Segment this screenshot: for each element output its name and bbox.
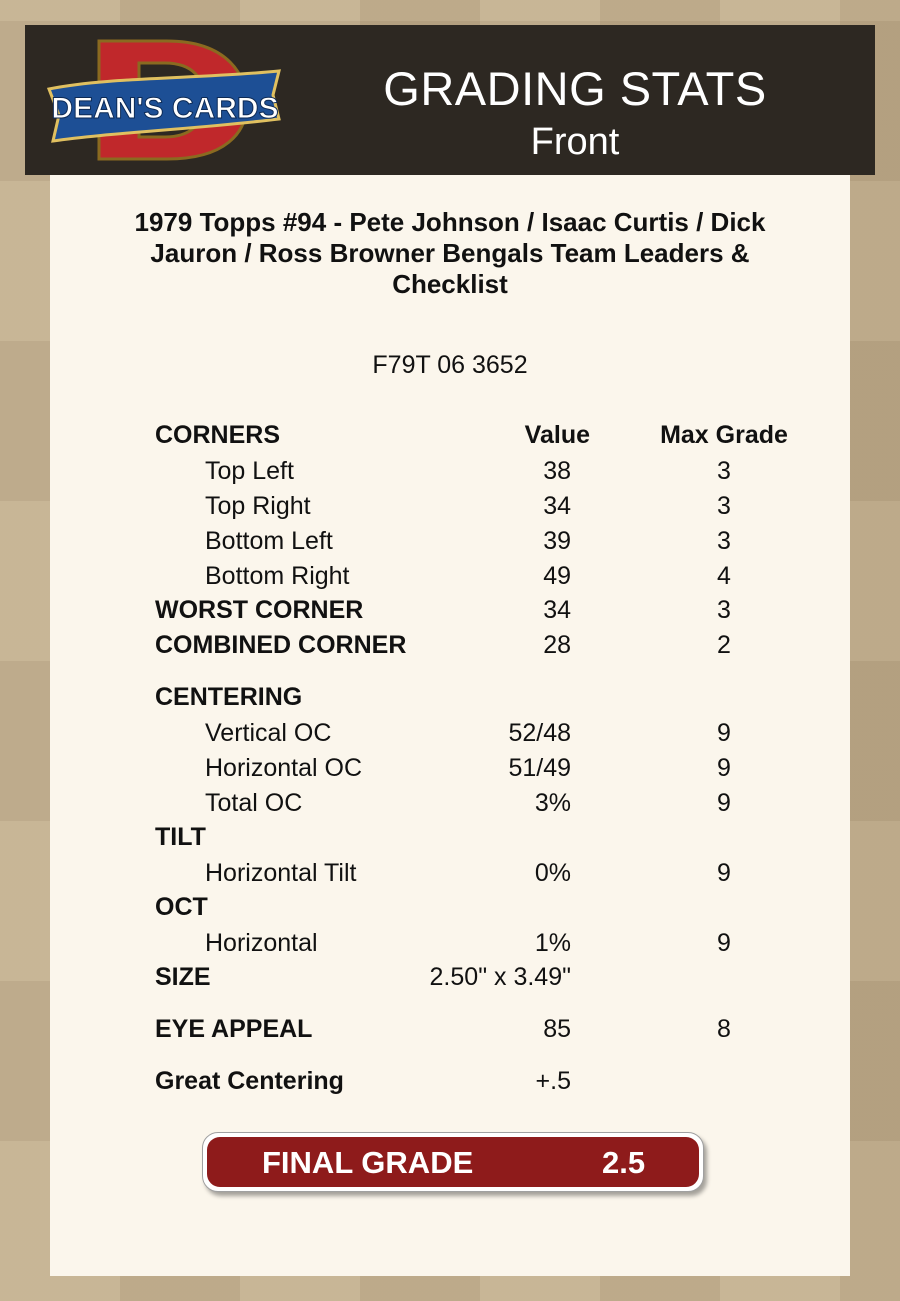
stat-label: EYE APPEAL: [155, 1015, 313, 1043]
stat-label: Top Right: [205, 492, 311, 520]
stat-row-bottom-right: [50, 562, 850, 594]
stat-label: Great Centering: [155, 1067, 344, 1095]
stat-value: 28: [543, 631, 571, 659]
stat-label: Horizontal: [205, 929, 318, 957]
page-title: GRADING STATS: [383, 62, 767, 115]
stat-value: 38: [543, 457, 571, 485]
final-grade-box: [202, 1132, 704, 1192]
stat-row-bottom-left: [50, 527, 850, 559]
stat-label: Total OC: [205, 789, 303, 817]
stat-label: SIZE: [155, 963, 211, 991]
stat-row-size: [50, 963, 850, 995]
stat-value: 0%: [534, 859, 571, 887]
stat-row-total-oc: [50, 789, 850, 821]
page-subtitle: Front: [530, 121, 620, 163]
stat-value: 34: [543, 596, 571, 624]
logo-text: DEAN'S CARDS: [51, 92, 279, 125]
stat-label: WORST CORNER: [155, 596, 364, 624]
stat-max-grade: 2: [717, 631, 731, 659]
stat-max-grade: 3: [717, 457, 731, 485]
stat-max-grade: 3: [717, 492, 731, 520]
stat-label: Top Left: [205, 457, 294, 485]
cert-number: F79T 06 3652: [372, 351, 528, 379]
section-label: CENTERING: [155, 683, 303, 711]
stat-value: 51/49: [508, 754, 571, 782]
stat-value: 52/48: [508, 719, 571, 747]
stat-row-worst-corner: [50, 596, 850, 628]
stat-value: 34: [543, 492, 571, 520]
section-label: CORNERS: [155, 421, 281, 449]
stat-label: Horizontal OC: [205, 754, 362, 782]
stat-row-vertical-oc: [50, 719, 850, 751]
stat-value: 85: [543, 1015, 571, 1043]
stat-value: +.5: [535, 1067, 571, 1095]
final-grade-value: 2.5: [602, 1145, 646, 1180]
grading-panel: [50, 175, 850, 1276]
stat-max-grade: 9: [717, 929, 731, 957]
stat-label: Horizontal Tilt: [205, 859, 357, 887]
section-row-centering: [50, 683, 850, 715]
stat-row-top-right: [50, 492, 850, 524]
corners-header-row: [50, 421, 850, 453]
stat-value: 3%: [534, 789, 571, 817]
stat-max-grade: 8: [717, 1015, 731, 1043]
stat-row-eye-appeal: [50, 1015, 850, 1047]
stat-row-horizontal-oc: [50, 754, 850, 786]
stat-label: Bottom Left: [205, 527, 333, 555]
stat-max-grade: 9: [717, 719, 731, 747]
stat-max-grade: 9: [717, 789, 731, 817]
stat-row-horizontal-tilt: [50, 859, 850, 891]
header-bar: [25, 25, 875, 175]
stat-max-grade: 4: [717, 562, 731, 590]
final-grade-bar: [207, 1137, 699, 1187]
section-label: OCT: [155, 893, 208, 921]
stat-max-grade: 3: [717, 596, 731, 624]
section-label: TILT: [155, 823, 206, 851]
stat-label: Vertical OC: [205, 719, 332, 747]
section-row-tilt: [50, 823, 850, 855]
card-title: 1979 Topps #94 - Pete Johnson / Isaac Curtis / Dick Jauron / Ross Browner Bengals Team Leaders & Checklist: [134, 207, 766, 299]
stat-max-grade: 9: [717, 754, 731, 782]
stat-row-great-centering: [50, 1067, 850, 1099]
stat-max-grade: 9: [717, 859, 731, 887]
stat-row-combined-corner: [50, 631, 850, 663]
stat-label: COMBINED CORNER: [155, 631, 407, 659]
stat-value: 2.50" x 3.49": [429, 963, 571, 991]
stat-row-oct-horizontal: [50, 929, 850, 961]
final-grade-label: FINAL GRADE: [262, 1145, 474, 1180]
stat-value: 49: [543, 562, 571, 590]
stat-label: Bottom Right: [205, 562, 350, 590]
section-row-oct: [50, 893, 850, 925]
stat-value: 1%: [534, 929, 571, 957]
column-header-max-grade: Max Grade: [660, 421, 788, 449]
stat-row-top-left: [50, 457, 850, 489]
stat-value: 39: [543, 527, 571, 555]
column-header-value: Value: [524, 421, 590, 449]
deans-cards-logo: [47, 37, 282, 163]
stat-max-grade: 3: [717, 527, 731, 555]
